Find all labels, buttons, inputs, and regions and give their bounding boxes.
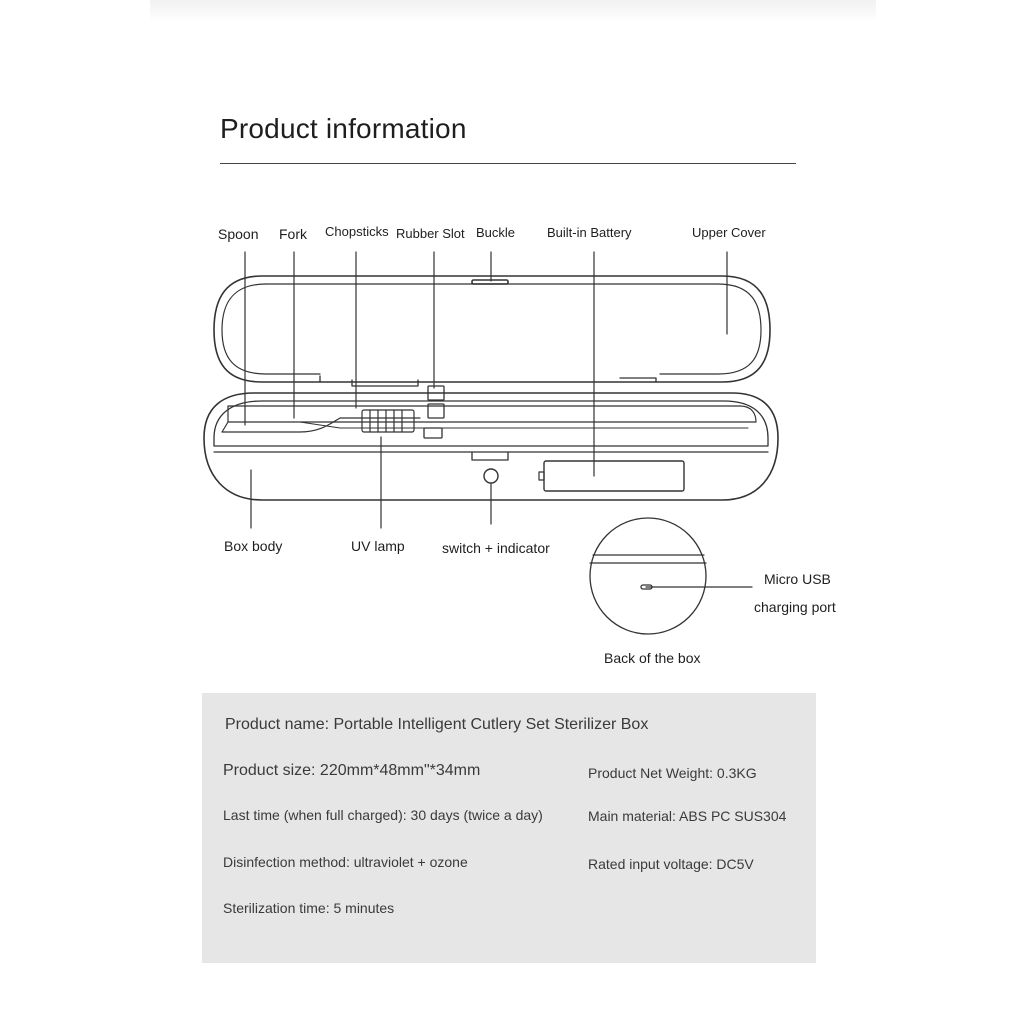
info-voltage: Rated input voltage: DC5V [588,856,754,872]
label-charging-port: charging port [754,599,836,615]
label-micro-usb: Micro USB [764,571,831,587]
upper-cover-shape [214,276,770,382]
label-uv-lamp: UV lamp [351,538,405,554]
leader-lines [245,252,752,587]
box-body-inner [214,401,768,446]
buckle-shape [472,280,508,284]
back-of-box-detail [590,518,706,634]
product-info-panel [202,693,816,963]
info-sterilization: Sterilization time: 5 minutes [223,900,395,916]
info-last-time: Last time (when full charged): 30 days (twice a day) [223,807,543,823]
label-chopsticks: Chopsticks [325,224,389,239]
info-disinfection: Disinfection method: ultraviolet + ozone [223,854,468,870]
label-rubber-slot: Rubber Slot [396,226,465,241]
uv-lamp-grill [362,410,414,432]
label-back-of-box: Back of the box [604,650,701,666]
label-built-in-battery: Built-in Battery [547,225,632,240]
label-fork: Fork [279,226,307,242]
switch-shape [484,469,498,483]
label-upper-cover: Upper Cover [692,225,766,240]
page-title: Product information [220,113,467,144]
label-switch-indicator: switch + indicator [442,540,550,556]
info-product-name: Product name: Portable Intelligent Cutlery Set Sterilizer Box [225,716,649,733]
battery-shape [544,461,684,491]
upper-cover-inner [266,284,761,374]
label-spoon: Spoon [218,226,259,242]
info-net-weight: Product Net Weight: 0.3KG [588,765,757,781]
info-material: Main material: ABS PC SUS304 [588,808,787,824]
cutlery-shape [228,406,756,422]
label-buckle: Buckle [476,225,516,240]
label-box-body: Box body [224,538,283,554]
info-product-size: Product size: 220mm*48mm"*34mm [223,762,481,779]
